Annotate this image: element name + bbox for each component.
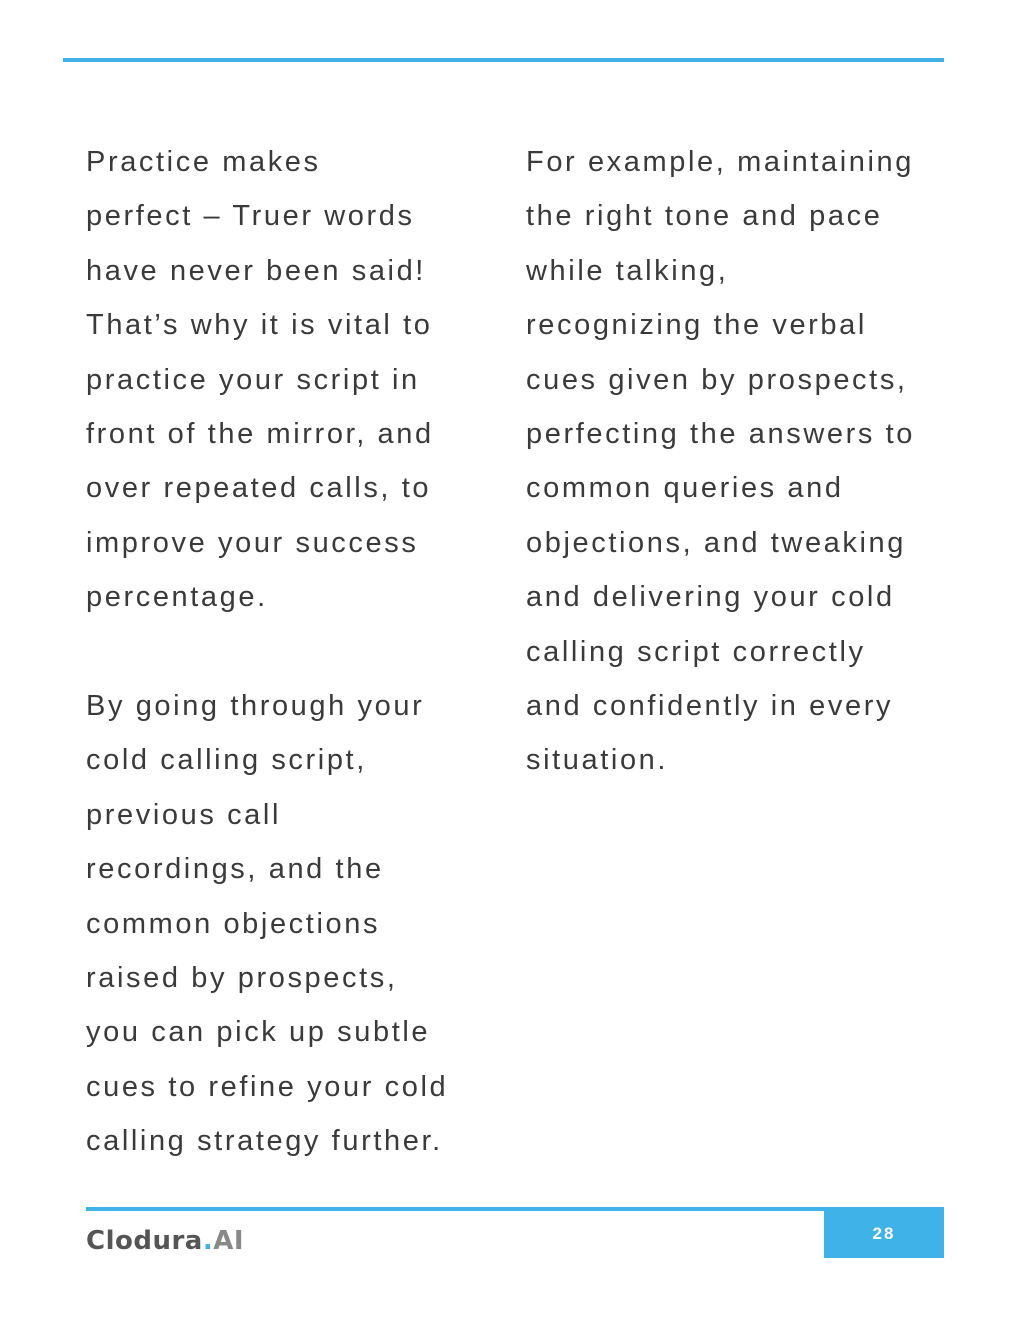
text-line: over repeated calls, to — [86, 472, 432, 505]
logo-name: Clodura — [86, 1226, 203, 1256]
text-line: recognizing the verbal — [526, 309, 867, 342]
text-line: perfecting the answers to — [526, 418, 916, 451]
left-paragraph-2 — [86, 679, 486, 1169]
text-line: front of the mirror, and — [86, 418, 434, 451]
text-line: percentage. — [86, 581, 268, 614]
text-line: common queries and — [526, 472, 844, 505]
text-line: previous call — [86, 798, 281, 831]
left-column — [86, 135, 486, 1169]
text-line: while talking, — [526, 254, 729, 287]
text-line: you can pick up subtle — [86, 1016, 431, 1049]
right-paragraph-1 — [526, 135, 954, 788]
left-paragraph-1 — [86, 135, 486, 625]
text-line: practice your script in — [86, 363, 420, 396]
text-line: recordings, and the — [86, 853, 384, 886]
text-line: cues given by prospects, — [526, 363, 908, 396]
page-number-badge — [824, 1209, 944, 1258]
text-line: cues to refine your cold — [86, 1070, 449, 1103]
logo-dot: . — [202, 1226, 214, 1256]
clodura-logo — [86, 1226, 244, 1256]
text-line: perfect – Truer words — [86, 200, 415, 233]
text-line: situation. — [526, 744, 669, 777]
text-line: For example, maintaining — [526, 146, 914, 178]
text-line: the right tone and pace — [526, 200, 883, 233]
right-column — [526, 135, 954, 788]
text-line: raised by prospects, — [86, 962, 398, 995]
text-line: and confidently in every — [526, 690, 894, 723]
text-line: cold calling script, — [86, 744, 367, 777]
text-line: and delivering your cold — [526, 581, 895, 614]
text-line: objections, and tweaking — [526, 526, 906, 559]
text-line: By going through your — [86, 690, 425, 723]
footer-divider — [86, 1207, 944, 1211]
text-line: That’s why it is vital to — [86, 309, 433, 342]
text-line: Practice makes — [86, 146, 321, 178]
page-number: 28 — [872, 1223, 896, 1243]
text-line: improve your success — [86, 526, 419, 559]
top-divider — [63, 58, 944, 62]
text-line: common objections — [86, 907, 381, 940]
text-line: calling strategy further. — [86, 1125, 443, 1158]
text-line: have never been said! — [86, 254, 426, 287]
logo-suffix: AI — [213, 1226, 245, 1256]
text-line: calling script correctly — [526, 635, 866, 668]
